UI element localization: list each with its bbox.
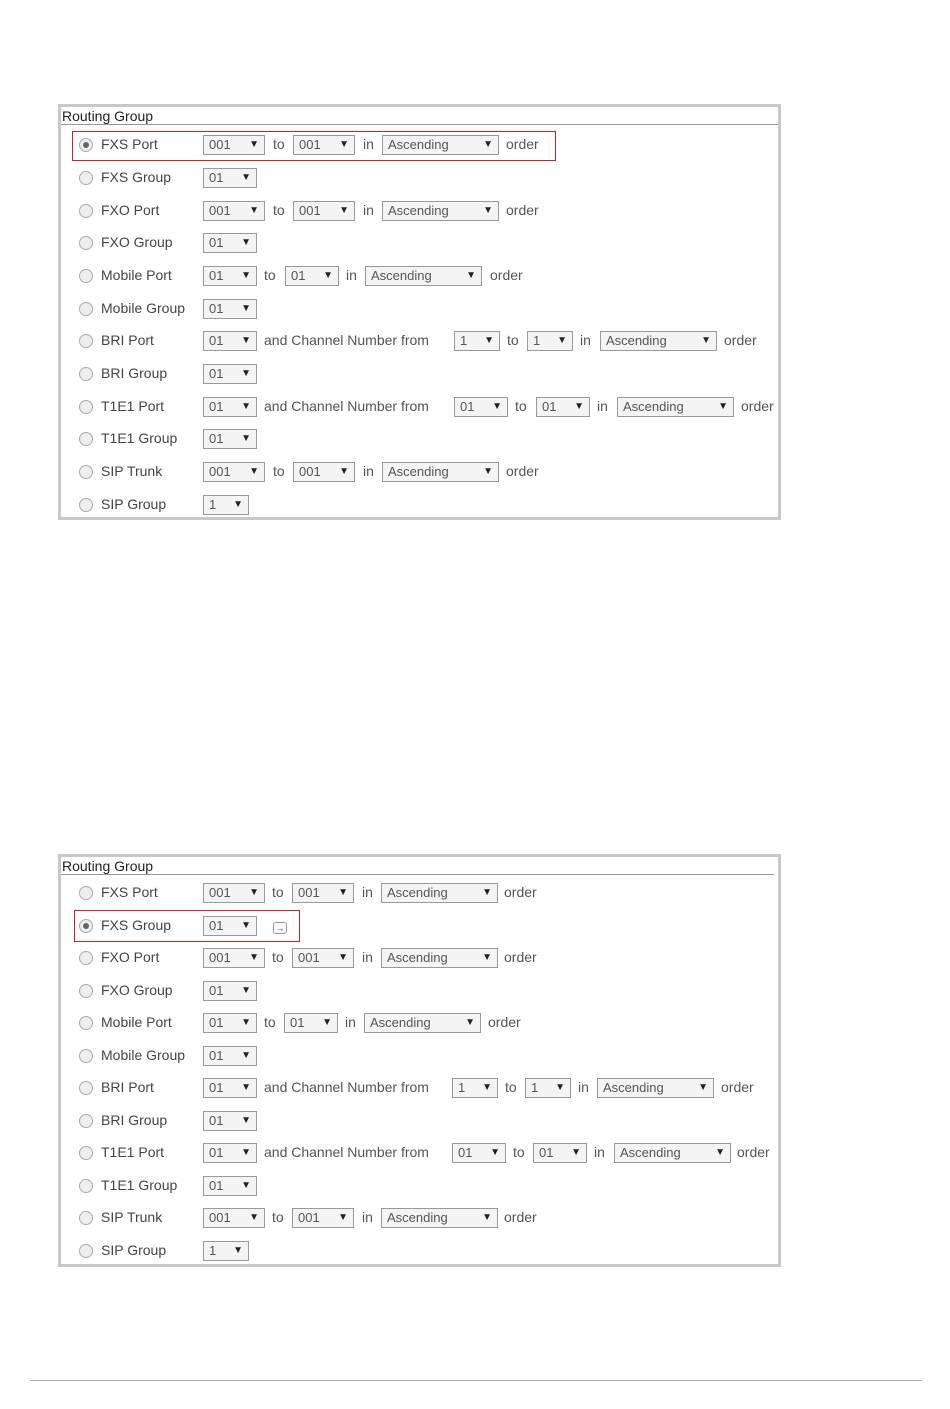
select-trunk-to[interactable]: 001 ▼ — [293, 462, 355, 482]
row-sip-trunk — [75, 1206, 778, 1232]
select-trunk-to[interactable]: 001 ▼ — [292, 1208, 354, 1228]
routing-group-panel-2 — [58, 854, 781, 1267]
panel-title: Routing Group — [62, 108, 154, 124]
row-bri-group — [75, 362, 778, 388]
text-in: in — [362, 1209, 373, 1225]
select-channel-to[interactable]: 01 ▼ — [533, 1143, 587, 1163]
radio-sip-group[interactable] — [79, 1244, 93, 1258]
text-order: order — [741, 398, 774, 414]
select-group[interactable]: 01 ▼ — [203, 1046, 257, 1066]
text-order: order — [504, 949, 537, 965]
text-order: order — [737, 1144, 770, 1160]
select-port-from[interactable]: 001 ▼ — [203, 201, 265, 221]
radio-t1e1-group[interactable] — [79, 1179, 93, 1193]
label-bri-port: BRI Port — [101, 1079, 154, 1095]
select-port[interactable]: 01 ▼ — [203, 1143, 257, 1163]
select-port-from[interactable]: 001 ▼ — [203, 135, 265, 155]
title-divider — [61, 124, 778, 125]
routing-group-panel-1 — [58, 104, 781, 520]
select-order[interactable]: Ascending ▼ — [597, 1078, 714, 1098]
text-to: to — [264, 267, 276, 283]
select-port-to[interactable]: 01 ▼ — [284, 1013, 338, 1033]
label-fxs-group: FXS Group — [101, 917, 172, 933]
label-sip-group: SIP Group — [101, 1242, 167, 1258]
select-group[interactable]: 1 ▼ — [203, 1241, 249, 1261]
select-order[interactable]: Ascending ▼ — [381, 1208, 498, 1228]
row-sip-group — [75, 1239, 778, 1265]
select-port-to[interactable]: 001 ▼ — [293, 135, 355, 155]
row-sip-trunk — [75, 460, 778, 486]
radio-fxs-port[interactable] — [79, 886, 93, 900]
text-order: order — [506, 136, 539, 152]
row-bri-group — [75, 1109, 778, 1135]
row-mobile-port — [75, 264, 778, 290]
select-group[interactable]: 01 ▼ — [203, 1111, 257, 1131]
text-in: in — [578, 1079, 589, 1095]
select-group[interactable]: 01 ▼ — [203, 299, 257, 319]
radio-sip-group[interactable] — [79, 498, 93, 512]
select-order[interactable]: Ascending ▼ — [617, 397, 734, 417]
label-t1e1-port: T1E1 Port — [101, 1144, 165, 1160]
text-to: to — [273, 136, 285, 152]
select-order[interactable]: Ascending ▼ — [364, 1013, 481, 1033]
text-in: in — [346, 267, 357, 283]
title-divider — [61, 874, 774, 875]
select-port[interactable]: 01 ▼ — [203, 331, 257, 351]
text-to: to — [505, 1079, 517, 1095]
select-port-from[interactable]: 01 ▼ — [203, 1013, 257, 1033]
text-in: in — [363, 463, 374, 479]
radio-fxs-group[interactable] — [79, 919, 93, 933]
select-group[interactable]: 01 ▼ — [203, 168, 257, 188]
radio-fxs-group[interactable] — [79, 171, 93, 185]
label-fxo-port: FXO Port — [101, 949, 160, 965]
select-order[interactable]: Ascending ▼ — [600, 331, 717, 351]
radio-fxs-port[interactable] — [79, 138, 93, 152]
radio-bri-group[interactable] — [79, 1114, 93, 1128]
row-t1e1-port — [75, 1141, 778, 1167]
text-order: order — [488, 1014, 521, 1030]
label-t1e1-port: T1E1 Port — [101, 398, 165, 414]
row-bri-port — [75, 329, 778, 355]
row-mobile-group — [75, 297, 778, 323]
radio-t1e1-port[interactable] — [79, 1146, 93, 1160]
select-channel-from[interactable]: 1 ▼ — [454, 331, 500, 351]
row-t1e1-group — [75, 1174, 778, 1200]
select-channel-from[interactable]: 01 ▼ — [454, 397, 508, 417]
select-channel-to[interactable]: 1 ▼ — [525, 1078, 571, 1098]
text-channel-from: and Channel Number from — [264, 332, 429, 348]
select-order[interactable]: Ascending ▼ — [365, 266, 482, 286]
text-to: to — [515, 398, 527, 414]
row-fxs-port — [75, 881, 778, 907]
text-in: in — [363, 202, 374, 218]
select-group[interactable]: 1 ▼ — [203, 495, 249, 515]
text-to: to — [507, 332, 519, 348]
label-mobile-group: Mobile Group — [101, 300, 186, 316]
radio-mobile-group[interactable] — [79, 302, 93, 316]
panel-title: Routing Group — [62, 858, 154, 874]
radio-t1e1-group[interactable] — [79, 432, 93, 446]
radio-mobile-port[interactable] — [79, 1016, 93, 1030]
label-mobile-port: Mobile Port — [101, 1014, 172, 1030]
label-mobile-port: Mobile Port — [101, 267, 172, 283]
text-channel-from: and Channel Number from — [264, 1079, 429, 1095]
text-in: in — [362, 884, 373, 900]
row-fxo-port — [75, 946, 778, 972]
radio-mobile-port[interactable] — [79, 269, 93, 283]
row-fxo-group — [75, 979, 778, 1005]
label-bri-group: BRI Group — [101, 365, 168, 381]
text-channel-from: and Channel Number from — [264, 398, 429, 414]
radio-t1e1-port[interactable] — [79, 400, 93, 414]
text-in: in — [580, 332, 591, 348]
label-t1e1-group: T1E1 Group — [101, 430, 178, 446]
select-order[interactable]: Ascending ▼ — [382, 201, 499, 221]
select-order[interactable]: Ascending ▼ — [382, 462, 499, 482]
select-group[interactable]: 01 ▼ — [203, 429, 257, 449]
row-mobile-port — [75, 1011, 778, 1037]
row-fxs-group — [75, 914, 778, 940]
radio-mobile-group[interactable] — [79, 1049, 93, 1063]
radio-fxo-port[interactable] — [79, 204, 93, 218]
footer-rule — [30, 1380, 922, 1381]
label-fxs-group: FXS Group — [101, 169, 172, 185]
label-fxo-group: FXO Group — [101, 982, 173, 998]
row-bri-port — [75, 1076, 778, 1102]
text-order: order — [721, 1079, 754, 1095]
text-order: order — [490, 267, 523, 283]
select-port-from[interactable]: 01 ▼ — [203, 266, 257, 286]
radio-fxo-group[interactable] — [79, 236, 93, 250]
select-group[interactable]: 01 ▼ — [203, 364, 257, 384]
select-port-from[interactable]: 001 ▼ — [203, 948, 265, 968]
text-in: in — [362, 949, 373, 965]
text-order: order — [504, 884, 537, 900]
label-bri-group: BRI Group — [101, 1112, 168, 1128]
row-fxs-group — [75, 166, 778, 192]
text-order: order — [506, 202, 539, 218]
select-channel-from[interactable]: 1 ▼ — [452, 1078, 498, 1098]
row-fxo-group — [75, 231, 778, 257]
select-order[interactable]: Ascending ▼ — [382, 135, 499, 155]
radio-sip-trunk[interactable] — [79, 465, 93, 479]
text-to: to — [273, 202, 285, 218]
select-port-to[interactable]: 001 ▼ — [292, 883, 354, 903]
text-in: in — [345, 1014, 356, 1030]
radio-bri-port[interactable] — [79, 334, 93, 348]
select-port-to[interactable]: 001 ▼ — [293, 201, 355, 221]
row-t1e1-group — [75, 427, 778, 453]
label-fxo-port: FXO Port — [101, 202, 160, 218]
text-channel-from: and Channel Number from — [264, 1144, 429, 1160]
label-t1e1-group: T1E1 Group — [101, 1177, 178, 1193]
select-port[interactable]: 01 ▼ — [203, 397, 257, 417]
select-order[interactable]: Ascending ▼ — [614, 1143, 731, 1163]
label-sip-trunk: SIP Trunk — [101, 463, 163, 479]
label-sip-trunk: SIP Trunk — [101, 1209, 163, 1225]
text-to: to — [272, 884, 284, 900]
row-mobile-group — [75, 1044, 778, 1070]
text-order: order — [724, 332, 757, 348]
row-sip-group — [75, 493, 778, 519]
label-fxo-group: FXO Group — [101, 234, 173, 250]
radio-fxo-port[interactable] — [79, 951, 93, 965]
select-port[interactable]: 01 ▼ — [203, 1078, 257, 1098]
text-order: order — [504, 1209, 537, 1225]
text-to: to — [273, 463, 285, 479]
text-in: in — [597, 398, 608, 414]
select-group[interactable]: 01 ▼ — [203, 981, 257, 1001]
row-t1e1-port — [75, 395, 778, 421]
select-channel-to[interactable]: 01 ▼ — [536, 397, 590, 417]
select-port-to[interactable]: 01 ▼ — [285, 266, 339, 286]
label-bri-port: BRI Port — [101, 332, 154, 348]
radio-bri-port[interactable] — [79, 1081, 93, 1095]
radio-bri-group[interactable] — [79, 367, 93, 381]
row-fxs-port — [75, 133, 778, 159]
select-channel-from[interactable]: 01 ▼ — [452, 1143, 506, 1163]
go-arrow-icon[interactable]: → — [273, 922, 287, 934]
text-to: to — [272, 1209, 284, 1225]
text-in: in — [594, 1144, 605, 1160]
select-port-to[interactable]: 001 ▼ — [292, 948, 354, 968]
select-group[interactable]: 01 ▼ — [203, 916, 257, 936]
select-channel-to[interactable]: 1 ▼ — [527, 331, 573, 351]
text-in: in — [363, 136, 374, 152]
text-to: to — [264, 1014, 276, 1030]
text-to: to — [513, 1144, 525, 1160]
select-port-from[interactable]: 001 ▼ — [203, 883, 265, 903]
label-fxs-port: FXS Port — [101, 884, 158, 900]
select-order[interactable]: Ascending ▼ — [381, 948, 498, 968]
select-group[interactable]: 01 ▼ — [203, 233, 257, 253]
select-trunk-from[interactable]: 001 ▼ — [203, 462, 265, 482]
select-trunk-from[interactable]: 001 ▼ — [203, 1208, 265, 1228]
radio-fxo-group[interactable] — [79, 984, 93, 998]
select-group[interactable]: 01 ▼ — [203, 1176, 257, 1196]
label-fxs-port: FXS Port — [101, 136, 158, 152]
label-mobile-group: Mobile Group — [101, 1047, 186, 1063]
label-sip-group: SIP Group — [101, 496, 167, 512]
text-to: to — [272, 949, 284, 965]
radio-sip-trunk[interactable] — [79, 1211, 93, 1225]
text-order: order — [506, 463, 539, 479]
select-order[interactable]: Ascending ▼ — [381, 883, 498, 903]
row-fxo-port — [75, 199, 778, 225]
